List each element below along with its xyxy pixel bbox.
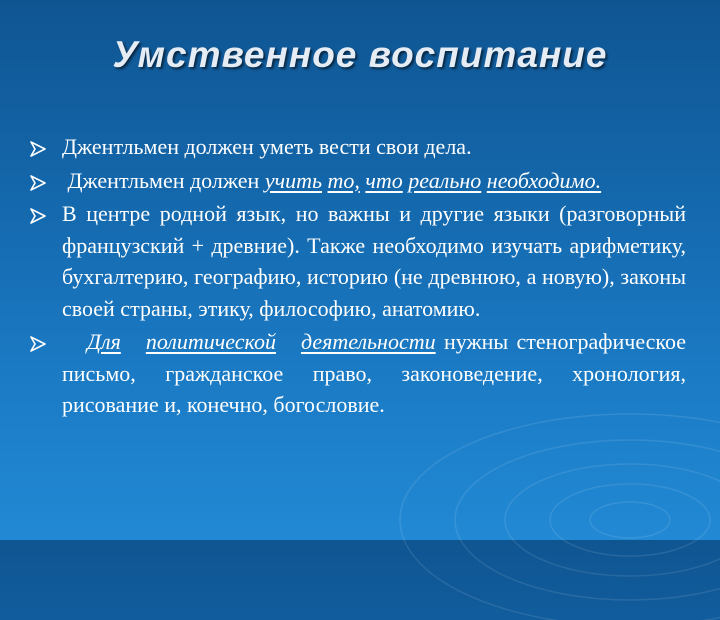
emphasis-text: реально <box>408 167 482 193</box>
arrow-check-bullet-icon <box>30 175 46 191</box>
arrow-check-bullet-icon <box>30 208 46 224</box>
slide-title: Умственное воспитание <box>112 34 608 75</box>
bullet-item <box>30 198 686 324</box>
bullet-text-prefix: Джентльмен должен <box>67 167 260 193</box>
bullet-text <box>62 165 686 197</box>
emphasis-text: Для <box>87 329 121 354</box>
bullet-item <box>30 131 686 163</box>
emphasis-text: необходимо. <box>486 167 602 193</box>
emphasis-text: деятельности <box>300 329 436 354</box>
arrow-check-bullet-icon <box>30 336 46 352</box>
emphasis-text: политической <box>145 329 276 354</box>
bullet-item <box>30 326 686 421</box>
emphasis-text: что <box>365 167 403 193</box>
bullet-text <box>62 326 686 421</box>
arrow-check-bullet-icon <box>30 141 46 157</box>
bullet-item <box>30 165 686 197</box>
bullet-text: Джентльмен должен уметь вести свои дела. <box>62 134 472 159</box>
bullet-text-rest: нужны стенографическое письмо, гражданское право, законоведение, хронология, рисование и, конечно, богословие. <box>62 329 687 417</box>
emphasis-text: учить <box>264 167 322 193</box>
bullet-list <box>30 131 686 423</box>
bullet-text: В центре родной язык, но важны и другие языки (разговорный французский + древние). Также необходимо изучать арифметику, бухгалтерию, географию, историю (не древнюю, а новую), законы своей страны, этику, философию, анатомию. <box>62 201 686 321</box>
emphasis-text: то, <box>327 167 360 193</box>
